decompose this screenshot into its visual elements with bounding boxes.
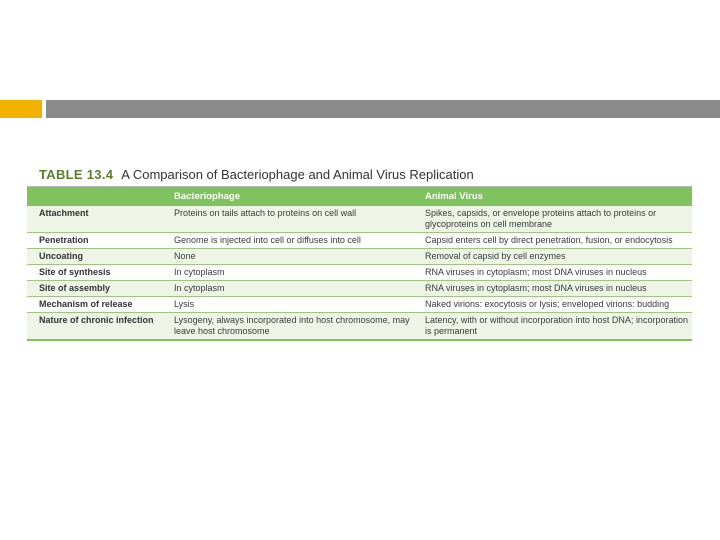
bacteriophage-cell: Lysis	[174, 297, 425, 313]
animal-virus-cell: Removal of capsid by cell enzymes	[425, 249, 692, 265]
table-row	[27, 233, 692, 249]
animal-virus-cell: Spikes, capsids, or envelope proteins attach to proteins or glycoproteins on cell membrane	[425, 206, 692, 233]
table-row	[27, 281, 692, 297]
table-title: A Comparison of Bacteriophage and Animal Virus Replication	[121, 166, 474, 182]
bacteriophage-cell: Proteins on tails attach to proteins on cell wall	[174, 206, 425, 233]
table-row	[27, 249, 692, 265]
bacteriophage-cell: Genome is injected into cell or diffuses into cell	[174, 233, 425, 249]
animal-virus-cell: RNA viruses in cytoplasm; most DNA viruses in nucleus	[425, 281, 692, 297]
row-label: Site of synthesis	[27, 265, 174, 281]
header-cell-blank	[27, 187, 174, 206]
row-label: Mechanism of release	[27, 297, 174, 313]
animal-virus-cell: RNA viruses in cytoplasm; most DNA viruses in nucleus	[425, 265, 692, 281]
table-row	[27, 297, 692, 313]
animal-virus-cell: Capsid enters cell by direct penetration, fusion, or endocytosis	[425, 233, 692, 249]
animal-virus-cell: Naked virions: exocytosis or lysis; enveloped virions: budding	[425, 297, 692, 313]
table-row	[27, 313, 692, 341]
accent-bar	[0, 100, 42, 118]
bacteriophage-cell: In cytoplasm	[174, 281, 425, 297]
row-label: Nature of chronic infection	[27, 313, 174, 341]
table-caption	[27, 162, 692, 187]
table-number: TABLE 13.4	[39, 166, 114, 182]
row-label: Attachment	[27, 206, 174, 233]
comparison-table	[27, 162, 692, 341]
table-row	[27, 206, 692, 233]
bacteriophage-cell: In cytoplasm	[174, 265, 425, 281]
bacteriophage-cell: None	[174, 249, 425, 265]
header-cell-bacteriophage: Bacteriophage	[174, 187, 425, 206]
row-label: Penetration	[27, 233, 174, 249]
table-row	[27, 265, 692, 281]
data-table	[27, 187, 692, 341]
bacteriophage-cell: Lysogeny, always incorporated into host chromosome, may leave host chromosome	[174, 313, 425, 341]
header-cell-animal-virus: Animal Virus	[425, 187, 692, 206]
animal-virus-cell: Latency, with or without incorporation into host DNA; incorporation is permanent	[425, 313, 692, 341]
row-label: Site of assembly	[27, 281, 174, 297]
header-row	[27, 187, 692, 206]
title-bar	[46, 100, 720, 118]
row-label: Uncoating	[27, 249, 174, 265]
